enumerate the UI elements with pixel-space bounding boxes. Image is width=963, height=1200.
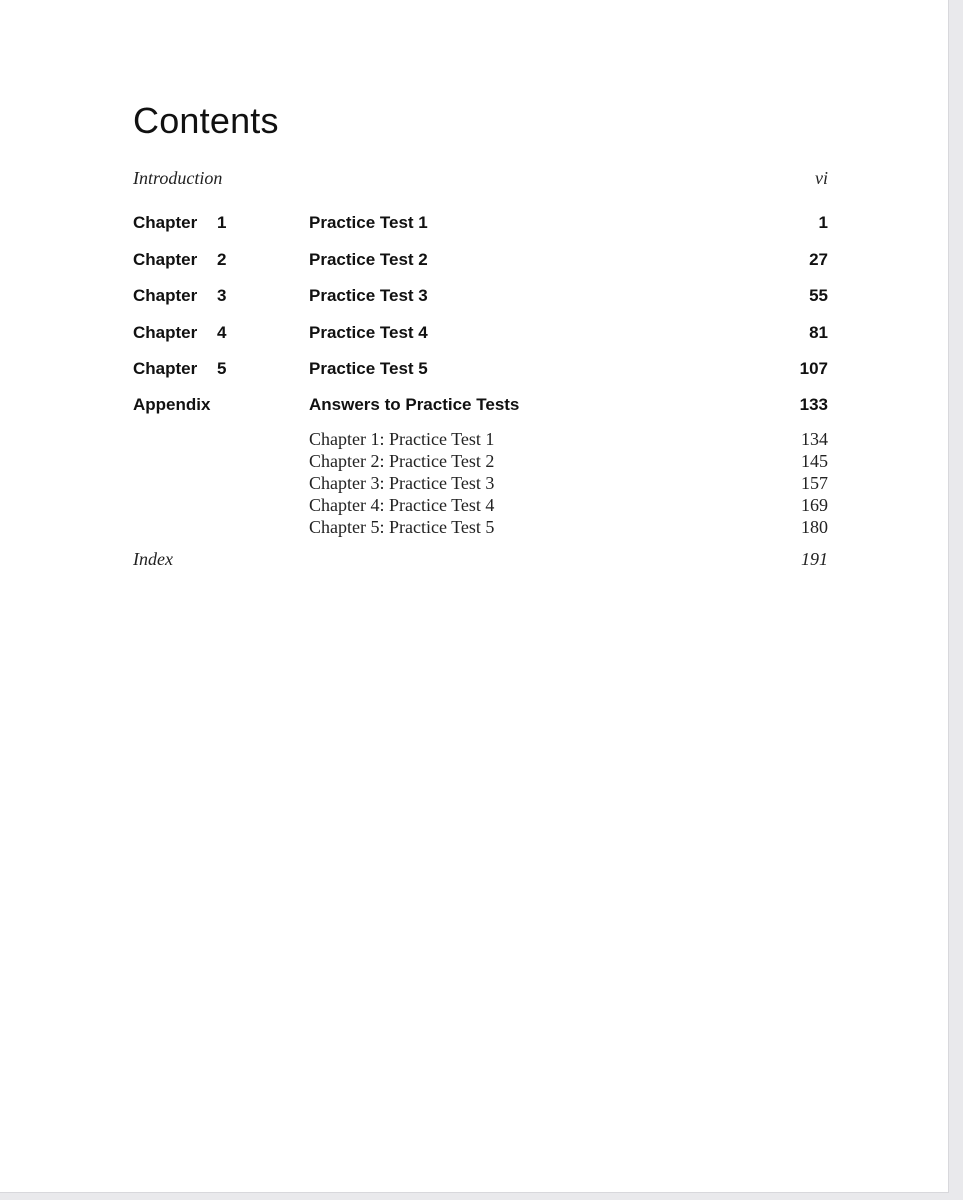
- toc-page-number: 81: [809, 323, 828, 342]
- chapter-word: Chapter: [133, 213, 198, 232]
- toc-entry-chapter-1: [133, 213, 828, 237]
- chapter-word: Chapter: [133, 359, 198, 378]
- chapter-title: Practice Test 3: [309, 286, 428, 305]
- toc-page-number: 180: [801, 517, 828, 537]
- toc-entry-introduction: [133, 168, 828, 192]
- chapter-number: 5: [217, 359, 227, 378]
- toc-page-number: 191: [801, 549, 828, 569]
- chapter-number: 2: [217, 250, 227, 269]
- toc-subentry: [133, 495, 828, 519]
- toc-page-number: 169: [801, 495, 828, 515]
- chapter-title: Practice Test 4: [309, 323, 428, 342]
- toc-page-number: 27: [809, 250, 828, 269]
- toc-subentry: [133, 451, 828, 475]
- chapter-number: 3: [217, 286, 227, 305]
- chapter-word: Chapter: [133, 323, 198, 342]
- toc-label: Introduction: [133, 168, 223, 188]
- toc-subentry: [133, 517, 828, 541]
- toc-entry-index: [133, 549, 828, 573]
- subentry-title: Chapter 5: Practice Test 5: [309, 517, 495, 537]
- chapter-number: 1: [217, 213, 227, 232]
- toc-entry-chapter-4: [133, 323, 828, 347]
- toc-page-number: 107: [799, 359, 828, 378]
- chapter-word: Chapter: [133, 250, 198, 269]
- chapter-number: 4: [217, 323, 227, 342]
- subentry-title: Chapter 4: Practice Test 4: [309, 495, 495, 515]
- toc-entry-appendix: [133, 395, 828, 419]
- toc-subentry: [133, 429, 828, 453]
- toc-subentry: [133, 473, 828, 497]
- chapter-title: Practice Test 1: [309, 213, 428, 232]
- toc-label: Index: [133, 549, 173, 569]
- toc-entry-chapter-3: [133, 286, 828, 310]
- subentry-title: Chapter 2: Practice Test 2: [309, 451, 495, 471]
- toc-page-number: vi: [815, 168, 828, 188]
- subentry-title: Chapter 3: Practice Test 3: [309, 473, 495, 493]
- toc-page-number: 1: [818, 213, 828, 232]
- chapter-title: Practice Test 2: [309, 250, 428, 269]
- toc-page-number: 145: [801, 451, 828, 471]
- page-title: Contents: [133, 100, 279, 141]
- appendix-word: Appendix: [133, 395, 211, 414]
- chapter-word: Chapter: [133, 286, 198, 305]
- toc-page-number: 55: [809, 286, 828, 305]
- toc-page-number: 157: [801, 473, 828, 493]
- chapter-title: Practice Test 5: [309, 359, 428, 378]
- subentry-title: Chapter 1: Practice Test 1: [309, 429, 495, 449]
- toc-entry-chapter-5: [133, 359, 828, 383]
- toc-entry-chapter-2: [133, 250, 828, 274]
- toc-page-number: 133: [799, 395, 828, 414]
- toc-page-number: 134: [801, 429, 828, 449]
- appendix-title: Answers to Practice Tests: [309, 395, 520, 414]
